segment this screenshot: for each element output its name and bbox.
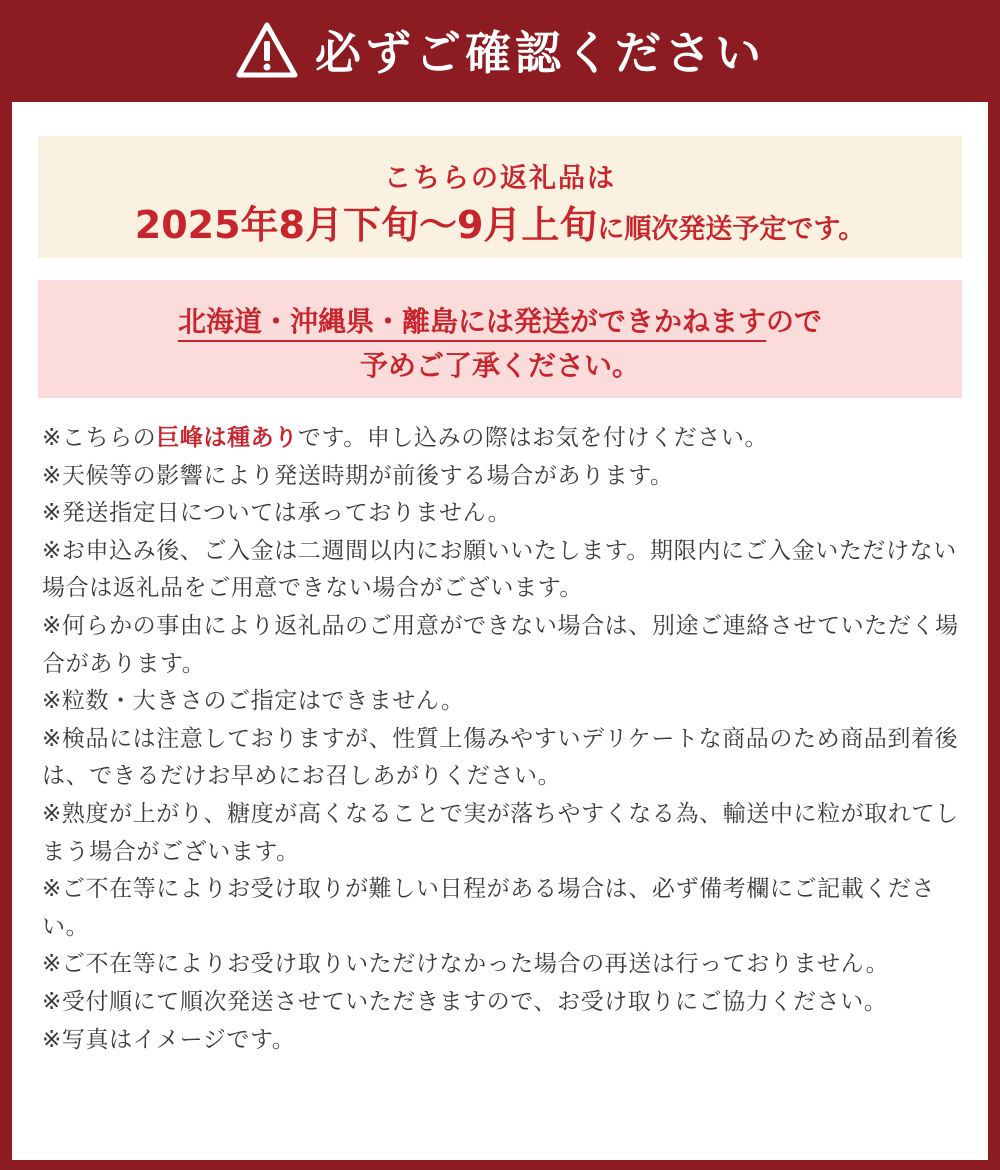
note-item: ※熟度が上がり、糖度が高くなることで実が落ちやすくなる為、輸送中に粒が取れてしまう場合がございます。	[42, 800, 959, 865]
note-item: ※写真はイメージです。	[42, 1026, 296, 1053]
note-item: ※検品には注意しておりますが、性質上傷みやすいデリケートな商品のため商品到着後は、できるだけお早めにお召しあがりください。	[42, 725, 959, 790]
note-text: ※こちらの	[42, 425, 157, 451]
header-title: 必ずご確認ください	[315, 26, 765, 80]
note-highlight-seeded: 巨峰は種あり	[156, 425, 298, 451]
schedule-period: 2025年8月下旬～9月上旬	[134, 203, 598, 247]
warning-triangle-icon	[235, 21, 299, 79]
note-item: ※天候等の影響により発送時期が前後する場合があります。	[42, 462, 674, 489]
content-panel	[12, 102, 988, 1160]
note-text: です。申し込みの際はお気を付けください。	[297, 425, 769, 451]
note-item: ※何らかの事由により返礼品のご用意ができない場合は、別途ご連絡させていただく場合があります。	[42, 612, 959, 677]
note-item: ※ご不在等によりお受け取りが難しい日程がある場合は、必ず備考欄にご記載ください。	[42, 876, 936, 940]
restriction-line-1-rest: ので	[766, 305, 823, 338]
schedule-line	[38, 194, 962, 249]
note-item: ※ご不在等によりお受け取りいただけなかった場合の再送は行っておりません。	[42, 951, 890, 978]
note-item: ※発送指定日については承っておりません。	[42, 500, 512, 527]
notes-list	[42, 420, 967, 1059]
note-item	[42, 420, 967, 458]
schedule-intro: こちらの返礼品は	[384, 163, 616, 194]
schedule-suffix: に順次発送予定です。	[597, 214, 866, 245]
restriction-line-1	[38, 300, 962, 340]
restriction-line-2: 予めご了承ください。	[359, 349, 640, 382]
shipping-schedule-box	[38, 136, 962, 258]
shipping-restriction-box	[38, 280, 962, 398]
note-item: ※お申込み後、ご入金は二週間以内にお願いいたします。期限内にご入金いただけない場合は返礼品をご用意できない場合がございます。	[42, 537, 957, 602]
restriction-regions: 北海道・沖縄県・離島には発送ができかねます	[178, 305, 766, 342]
header-banner	[0, 0, 1000, 100]
note-item: ※受付順にて順次発送させていただきますので、お受け取りにご協力ください。	[42, 988, 888, 1015]
note-item: ※粒数・大きさのご指定はできません。	[42, 688, 465, 715]
